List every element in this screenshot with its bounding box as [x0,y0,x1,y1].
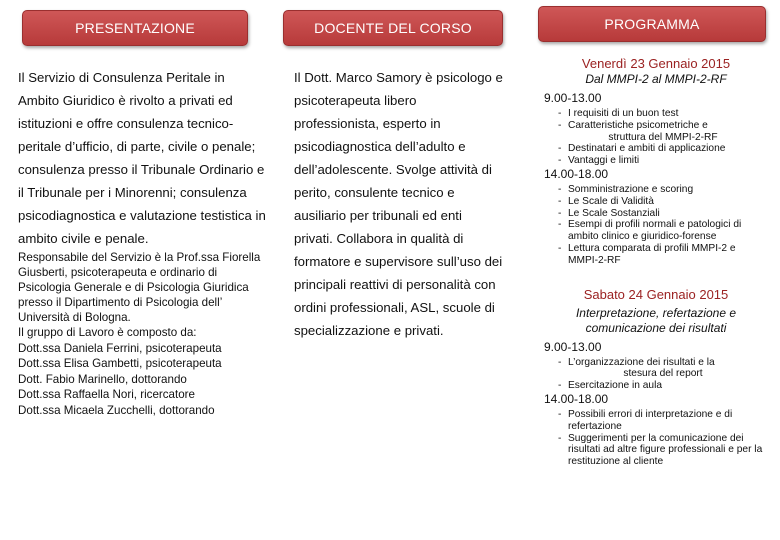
docente-column [294,66,504,342]
list-item: - Esempi di profili normali e patologici di ambito clinico e giuridico-forense [558,219,768,243]
group-member: Dott.ssa Elisa Gambetti, psicoterapeuta [18,357,222,370]
list-item: - Possibili errori di interpretazione e di refertazione [558,409,768,433]
day1-morning-list [544,108,768,167]
intro-lead: Il Servizio di Consulenza Peritale in Ambito Giuridico [18,70,225,108]
list-item: - L’organizzazione dei risultati e la [558,357,768,369]
list-item: - Caratteristiche psicometriche e [558,120,768,132]
intro-rest: è rivolto a privati ed istituzioni e offre consulenza tecnico-peritale d’ufficio, di parte, civile o penale; consulenza presso il Tribunale Ordinario e il Tribunale per i Minorenni; consulenza psicodiagnostica e valutazione testistica in ambito civile e penale. [18,93,266,246]
day2-subtitle: Interpretazione, refertazione e comunicazione dei risultati [575,305,737,335]
day1-subtitle: Dal MMPI-2 al MMPI-2-RF [585,72,727,86]
list-item: - Le Scale di Validità [558,196,768,208]
day1-morning-time: 9.00-13.00 [544,91,602,105]
docente-lead: Il Dott. Marco Samory [294,70,422,85]
list-item: - Suggerimenti per la comunicazione dei risultati ad altre figure professionali e per la restituzione al cliente [558,433,768,468]
intro-paragraph [18,66,268,250]
list-item: struttura del MMPI-2-RF [608,131,718,143]
presentazione-column [18,66,268,418]
day2-morning-time: 9.00-13.00 [544,339,602,354]
day1-afternoon-time: 14.00-18.00 [544,166,609,181]
list-item: - Lettura comparata di profili MMPI-2 e MMPI-2-RF [558,243,768,267]
day2-block [544,287,768,468]
day2-afternoon-list [544,409,768,468]
list-item: - Esercitazione in aula [558,380,768,392]
group-title: Il gruppo di Lavoro è composto da: [18,326,197,339]
list-item: - Somministrazione e scoring [558,184,768,196]
header-docente: DOCENTE DEL CORSO [283,10,503,46]
list-item: - Destinatari e ambiti di applicazione [558,143,768,155]
day2-morning-list [544,357,768,392]
responsabile-paragraph: Responsabile del Servizio è la Prof.ssa Fiorella Giusberti, psicoterapeuta e ordinario di Psicologia Generale e di Psicologia Giuridica presso il Dipartimento di Psicologia dell’ Università di Bologna. [18,251,261,324]
group-member: Dott.ssa Micaela Zucchelli, dottorando [18,403,215,417]
group-member: Dott. Fabio Marinello, dottorando [18,372,187,386]
day2-afternoon-time: 14.00-18.00 [544,391,609,406]
day1-title: Venerdì 23 Gennaio 2015 [581,56,731,71]
group-member: Dott.ssa Raffaella Nori, ricercatore [18,388,195,401]
day1-block [544,56,768,267]
list-item: stesura del report [623,368,703,380]
list-item: - Le Scale Sostanziali [558,208,768,220]
list-item: - Vantaggi e limiti [558,155,768,167]
header-presentazione: PRESENTAZIONE [22,10,248,46]
list-item: - I requisiti di un buon test [558,108,768,120]
group-block [18,325,268,418]
day2-title: Sabato 24 Gennaio 2015 [583,286,729,302]
docente-paragraph [294,66,504,342]
header-programma: PROGRAMMA [538,6,766,42]
docente-text: è psicologo e psicoterapeuta libero professionista, esperto in psicodiagnostica dell’adulto e dell’adolescente. Svolge attività di perito, consulente tecnico e ausiliario per tribunali ed enti privati. Collabora in qualità di formatore e supervisore sull’uso dei principali reattivi di personalità con ordini professionali, ASL, scuole di specializzazione e privati. [294,70,503,338]
day1-afternoon-list [544,184,768,267]
programma-column [544,56,768,468]
group-member: Dott.ssa Daniela Ferrini, psicoterapeuta [18,341,222,355]
